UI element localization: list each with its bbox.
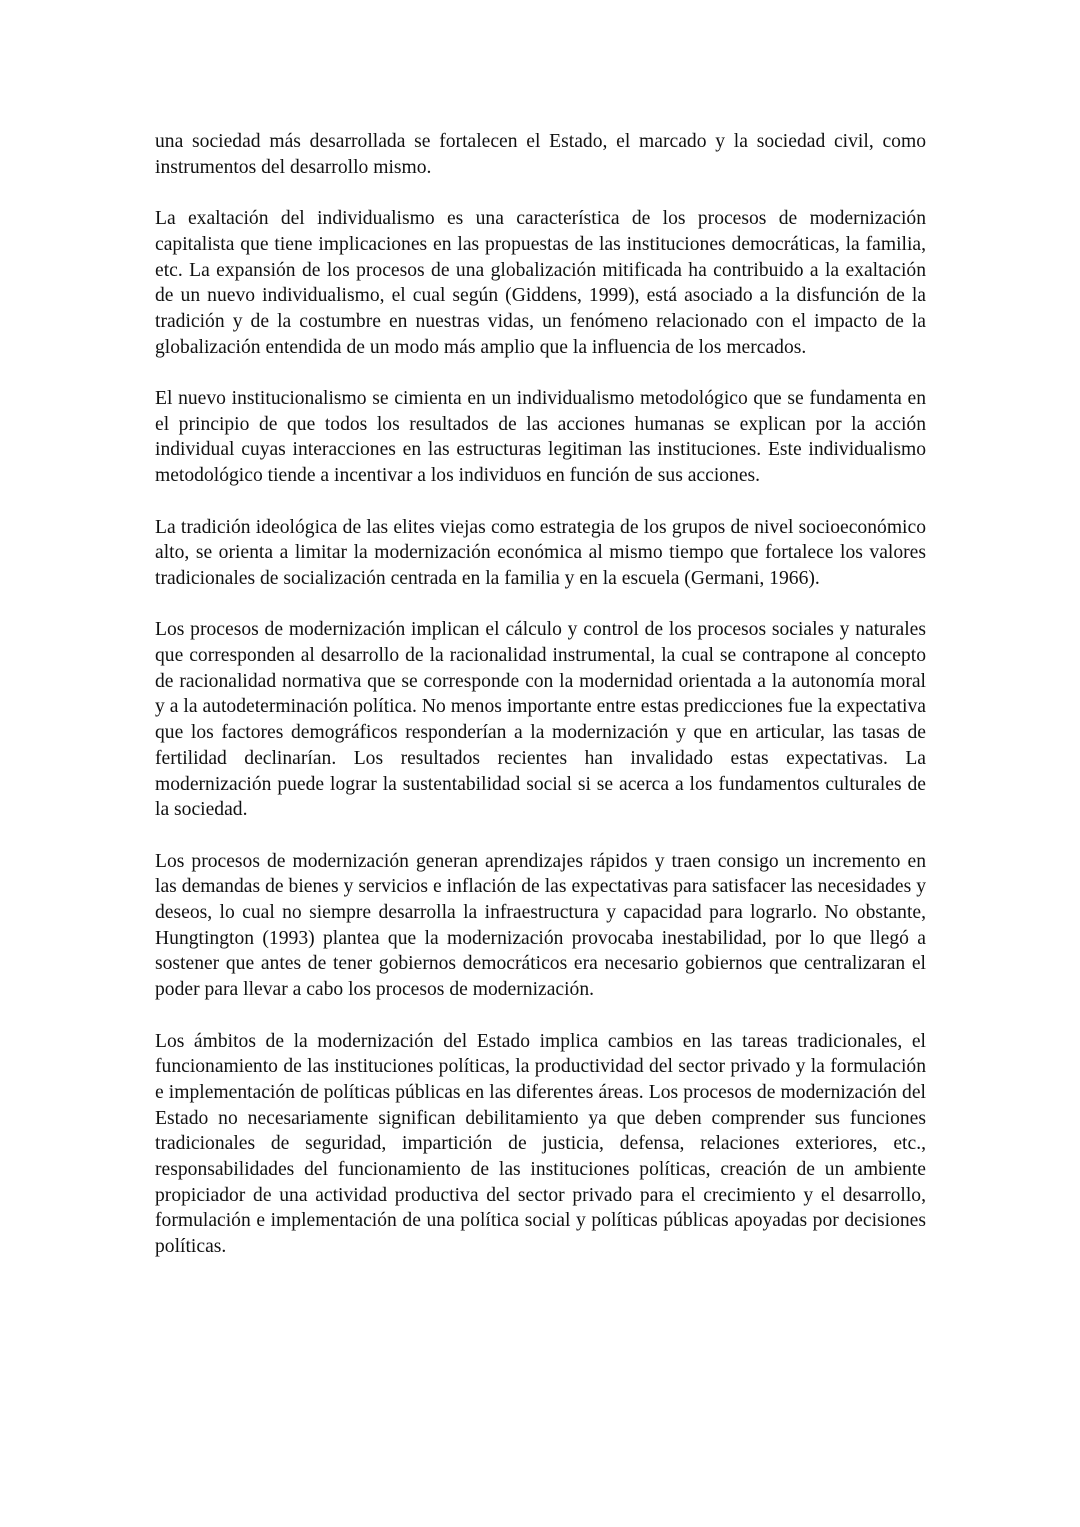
paragraph-3: El nuevo institucionalismo se cimienta en un individualismo metodológico que se fundamenta en el principio de que todos los resultados de las acciones humanas se explican por la acción individual cuyas interacciones en las estructuras legitiman las instituciones. Este individualismo metodológico tiende a incentivar a los individuos en función de sus acciones. — [155, 388, 926, 487]
paragraph-2: La exaltación del individualismo es una característica de los procesos de modernización capitalista que tiene implicaciones en las propuestas de las instituciones democráticas, la familia, etc. La expansión de los procesos de una globalización mitificada ha contribuido a la exaltación de un nuevo individualismo, el cual según (Giddens, 1999), está asociado a la disfunción de la tradición y de la costumbre en nuestras vidas, un fenómeno relacionado con el impacto de la globalización entendida de un modo más amplio que la influencia de los mercados. — [155, 208, 926, 358]
paragraph-1: una sociedad más desarrollada se fortalecen el Estado, el marcado y la sociedad civil, como instrumentos del desarrollo mismo. — [155, 131, 926, 178]
paragraph-4: La tradición ideológica de las elites viejas como estrategia de los grupos de nivel socioeconómico alto, se orienta a limitar la modernización económica al mismo tiempo que fortalece los valores tradicionales de socialización centrada en la familia y en la escuela (Germani, 1966). — [155, 516, 926, 589]
paragraph-7: Los ámbitos de la modernización del Estado implica cambios en las tareas tradicionales, el funcionamiento de las instituciones políticas, la productividad del sector privado y la formulación e implementación de políticas públicas en las diferentes áreas. Los procesos de modernización del Estado no necesariamente significan debilitamiento ya que deben comprender sus funciones tradicionales de seguridad, impartición de justicia, defensa, relaciones exteriores, etc., responsabilidades del funcionamiento de las instituciones políticas, creación de un ambiente propiciador de una actividad productiva del sector privado para el crecimiento y el desarrollo, formulación e implementación de una política social y políticas públicas apoyadas por decisiones políticas. — [155, 1030, 926, 1258]
document-body — [155, 129, 926, 1260]
paragraph-6: Los procesos de modernización generan aprendizajes rápidos y traen consigo un incremento en las demandas de bienes y servicios e inflación de las expectativas para satisfacer las necesidades y deseos, lo cual no siempre desarrolla la infraestructura y capacidad para lograrlo. No obstante, Hungtington (1993) plantea que la modernización provocaba inestabilidad, por lo que llegó a sostener que antes de tener gobiernos democráticos era necesario gobiernos que centralizaran el poder para llevar a cabo los procesos de modernización. — [155, 850, 926, 1001]
paragraph-5: Los procesos de modernización implican el cálculo y control de los procesos sociales y naturales que corresponden al desarrollo de la racionalidad instrumental, la cual se contrapone al concepto de racionalidad normativa que se corresponde con la modernidad orientada a la autonomía moral y a la autodeterminación política. No menos importante entre estas predicciones fue la expectativa que los factores demográficos responderían a la modernización y que en articular, las tasas de fertilidad declinarían. Los resultados recientes han invalidado estas expectativas. La modernización puede lograr la sustentabilidad social si se acerca a los fundamentos culturales de la sociedad. — [155, 619, 926, 821]
